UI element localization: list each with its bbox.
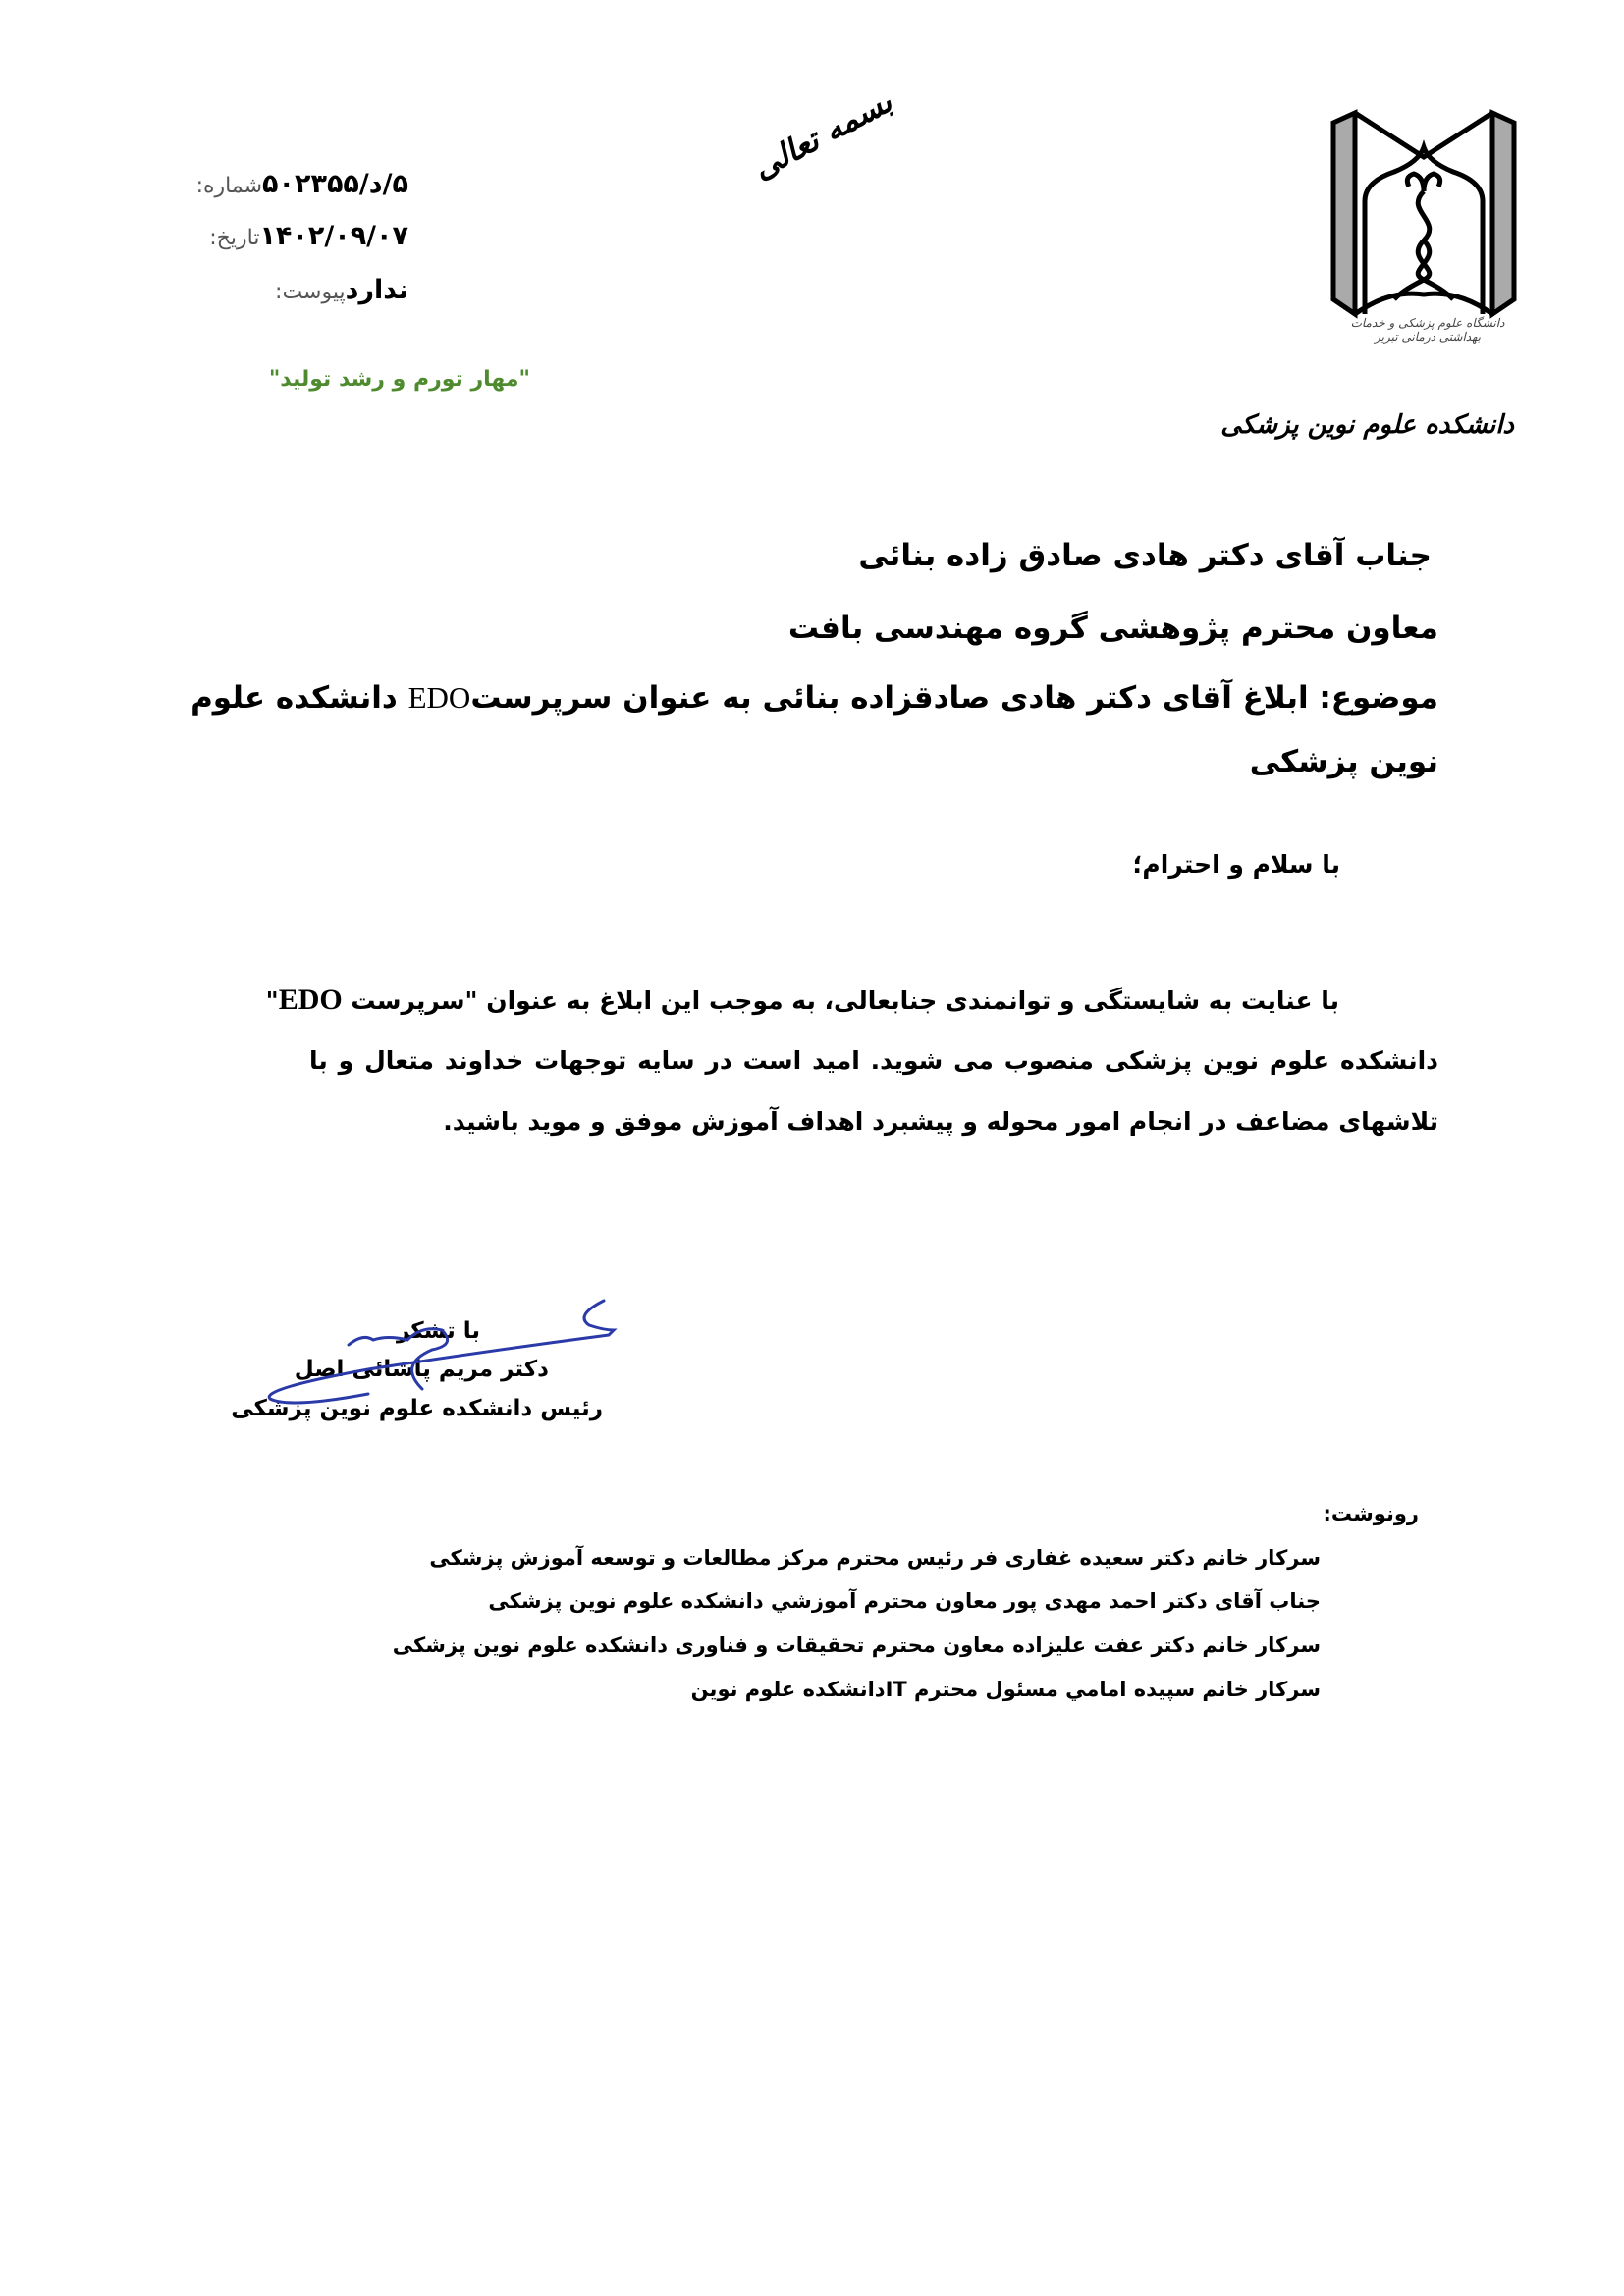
date-value: ۱۴۰۲/۰۹/۰۷ [259, 221, 408, 251]
subject-edo: EDO [407, 680, 471, 715]
body-text: با عنایت به شایستگی و توانمندی جنابعالی، به موجب این ابلاغ به عنوان "سرپرست [342, 987, 1339, 1015]
motto: "مهار تورم و رشد تولید" [268, 367, 530, 392]
date-label: تاریخ: [209, 226, 260, 250]
number-value: ۵/د/۵۰۲۳۵۵ [262, 169, 408, 199]
cc-item: جناب آقای دکتر احمد مهدی پور معاون محترم آموزشي دانشکده علوم نوین پزشکی [488, 1589, 1321, 1613]
body-line-1 [265, 984, 1339, 1017]
subject-text: موضوع: ابلاغ آقای دکتر هادی صادقزاده بنائی به عنوان سرپرست [470, 680, 1438, 716]
body-edo: EDO [278, 984, 343, 1016]
subject-continuation: نوین پزشکی [1249, 744, 1438, 779]
recipient-position: معاون محترم پژوهشی گروه مهندسی بافت [787, 611, 1438, 646]
cc-item: سرکار خانم سپیده امامي مسئول محترم ITدانشکده علوم نوین [690, 1678, 1321, 1701]
cc-item: سرکار خانم دکتر سعیده غفاری فر رئیس محترم مرکز مطالعات و توسعه آموزش پزشکی [429, 1546, 1321, 1570]
handwritten-signature [250, 1296, 623, 1414]
subject [190, 680, 1438, 716]
recipient-name: جناب آقای دکتر هادی صادق زاده بنائی [858, 538, 1432, 573]
letter-date [209, 221, 412, 251]
body-line-2: دانشکده علوم نوین پزشکی منصوب می شوید. امید است در سایه توجهات خداوند متعال و با [309, 1046, 1438, 1075]
letter-attachment [275, 275, 412, 305]
cc-item: سرکار خانم دکتر عفت علیزاده معاون محترم تحقیقات و فناوری دانشکده علوم نوین پزشکی [392, 1633, 1321, 1657]
signature-closing: با تشکر [396, 1318, 480, 1344]
letter-number [196, 169, 412, 199]
body-line-3: تلاشهای مضاعف در انجام امور محوله و پیشبرد اهداف آموزش موفق و موید باشید. [443, 1107, 1438, 1136]
salutation: با سلام و احترام؛ [1132, 850, 1340, 879]
logo-institution-name: دانشکده علوم نوین پزشکی [1220, 410, 1514, 440]
subject-text-end: دانشکده علوم [190, 680, 408, 716]
basmala-calligraphy: بسمه تعالی [746, 81, 898, 187]
attachment-value: ندارد [345, 275, 408, 305]
cc-label: رونوشت: [1323, 1502, 1419, 1525]
number-label: شماره: [195, 174, 263, 198]
university-logo [1326, 103, 1522, 339]
attachment-label: پیوست: [275, 280, 346, 304]
body-quote: " [265, 987, 279, 1015]
signatory-name: دکتر مریم پاشائی اصل [294, 1357, 549, 1382]
logo-small-text: دانشگاه علوم پزشکی و خدمات بهداشتی درمانی تبریز [1350, 316, 1505, 344]
signatory-title: رئیس دانشکده علوم نوین پزشکی [231, 1396, 603, 1421]
